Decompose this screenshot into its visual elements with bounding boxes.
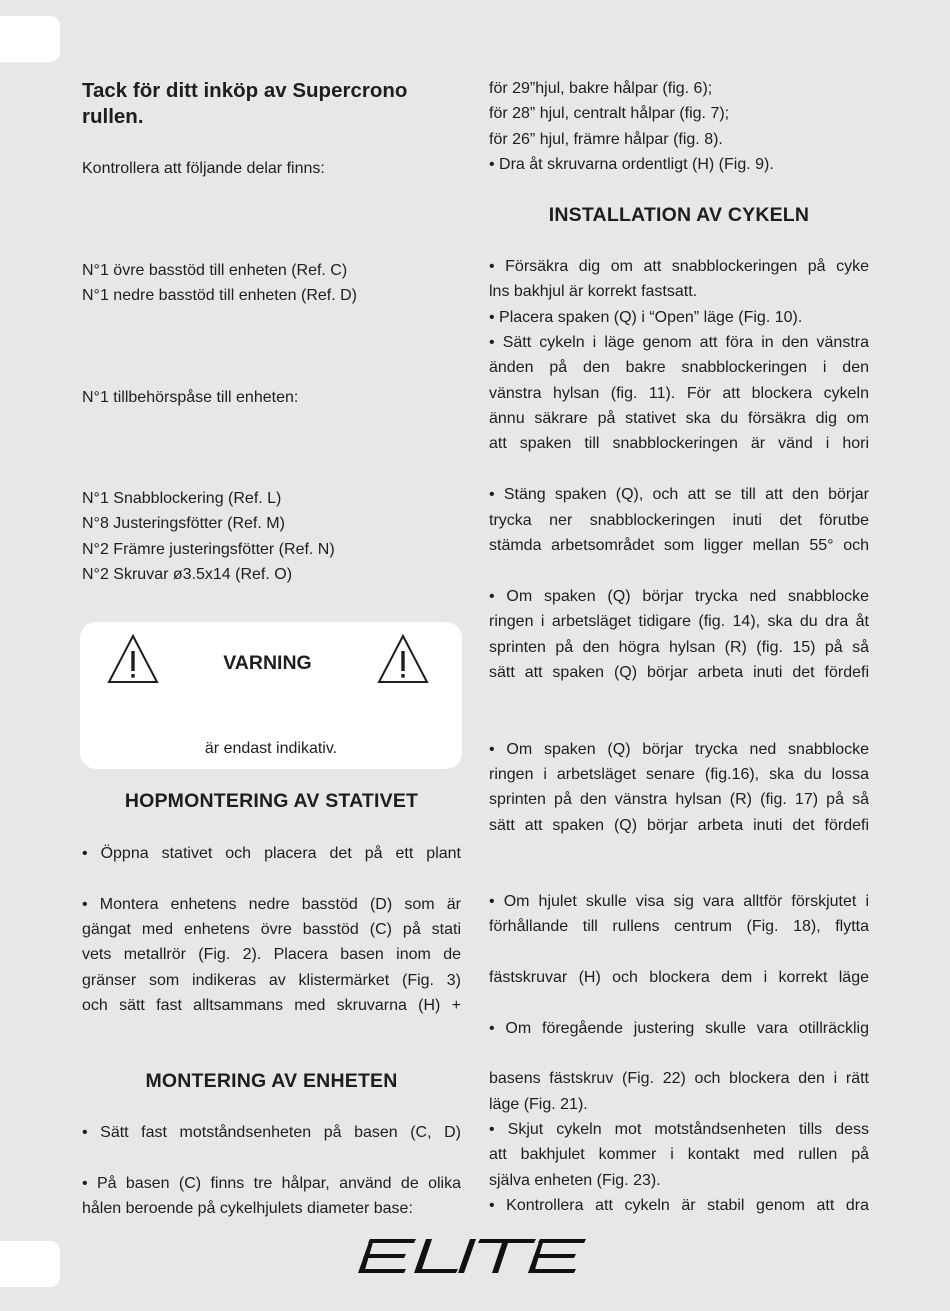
paragraph-line: • Skjut cykeln mot motståndsenheten tills dess — [489, 1121, 869, 1138]
paragraph-line: ringen i arbetsläget tidigare (fig. 14), ska du dra åt — [489, 613, 869, 630]
paragraph-line: läge (Fig. 21). — [489, 1096, 588, 1113]
paragraph-line: att spaken till snabblockeringen är vänd i hori — [489, 435, 869, 452]
part-item: N°8 Justeringsfötter (Ref. M) — [82, 515, 285, 532]
paragraph-line: • Öppna stativet och placera det på ett plant — [82, 845, 461, 862]
page-title-line: Tack för ditt inköp av Supercrono — [82, 79, 408, 102]
part-item: N°1 nedre basstöd till enheten (Ref. D) — [82, 287, 357, 304]
paragraph-line: • Stäng spaken (Q), och att se till att den börjar — [489, 486, 869, 503]
paragraph-line: gränser som indikeras av klistermärket (Fig. 3) — [82, 972, 461, 989]
section-heading-bike: INSTALLATION AV CYKELN — [548, 204, 810, 226]
paragraph-line: vets metallrör (Fig. 2). Placera basen inom de — [82, 946, 461, 963]
part-item: N°2 Främre justeringsfötter (Ref. N) — [82, 541, 335, 558]
paragraph-line: fästskruvar (H) och blockera dem i korrekt läge — [489, 969, 869, 986]
paragraph-line: • Sätt fast motståndsenheten på basen (C, D) — [82, 1124, 461, 1141]
paragraph-line: • Placera spaken (Q) i “Open” läge (Fig. 10). — [489, 309, 803, 326]
check-intro: Kontrollera att följande delar finns: — [82, 160, 325, 177]
section-heading-unit: MONTERING AV ENHETEN — [145, 1070, 398, 1092]
wheel-size-line: • Dra åt skruvarna ordentligt (H) (Fig. 9). — [489, 156, 774, 173]
paragraph-line: basens fästskruv (Fig. 22) och blockera den i rätt — [489, 1070, 869, 1087]
paragraph-line: • Om spaken (Q) börjar trycka ned snabblocke — [489, 741, 869, 758]
paragraph-line: stämda arbetsområdet som ligger mellan 55° och — [489, 537, 869, 554]
wheel-size-line: för 26” hjul, främre hålpar (fig. 8). — [489, 131, 723, 148]
paragraph-line: ringen i arbetsläget senare (fig.16), ska du lossa — [489, 766, 869, 783]
paragraph-line: vänstra hylsan (fig. 11). För att blockera cykeln — [489, 385, 869, 402]
paragraph-line: • Om spaken (Q) börjar trycka ned snabblocke — [489, 588, 869, 605]
paragraph-line: själva enheten (Fig. 23). — [489, 1172, 661, 1189]
page-title — [82, 78, 461, 130]
paragraph-line: sätt att spaken (Q) börjar arbeta inuti det fördefi — [489, 664, 869, 681]
paragraph-line: änden på den bakre snabblockeringen i den — [489, 359, 869, 376]
paragraph-line: gängat med enhetens övre basstöd (C) på stati — [82, 921, 461, 938]
warning-triangle-icon — [377, 634, 429, 684]
paragraph-line: • Försäkra dig om att snabblockeringen på cyke — [489, 258, 869, 275]
paragraph-line: • Montera enhetens nedre basstöd (D) som är — [82, 896, 461, 913]
page-title-line: rullen. — [82, 105, 144, 128]
elite-logo — [358, 1239, 586, 1273]
paragraph-line: sprinten på den högra hylsan (R) (fig. 15) på så — [489, 639, 869, 656]
part-item: N°1 övre basstöd till enheten (Ref. C) — [82, 262, 348, 279]
paragraph-line: att bakhjulet kommer i kontakt med rullen på — [489, 1146, 869, 1163]
paragraph-line: • Kontrollera att cykeln är stabil genom att dra — [489, 1197, 869, 1214]
page-corner-tab-top — [0, 16, 60, 62]
paragraph-line: sprinten på den vänstra hylsan (R) (fig. 17) på så — [489, 791, 869, 808]
paragraph-line: hålen beroende på cykelhjulets diameter base: — [82, 1200, 413, 1217]
wheel-size-line: för 28” hjul, centralt hålpar (fig. 7); — [489, 105, 730, 122]
warning-triangle-icon — [107, 634, 159, 684]
part-item: N°2 Skruvar ø3.5x14 (Ref. O) — [82, 566, 293, 583]
accessory-bag-label: N°1 tillbehörspåse till enheten: — [82, 389, 299, 406]
paragraph-line: ännu säkrare på stativet ska du försäkra dig om — [489, 410, 869, 427]
warning-title: VARNING — [223, 652, 312, 674]
warning-note: är endast indikativ. — [204, 740, 338, 757]
paragraph-line: och sätt fast alltsammans med skruvarna (H) + — [82, 997, 461, 1014]
section-heading-stand: HOPMONTERING AV STATIVET — [124, 790, 419, 812]
paragraph-line: trycka ner snabblockeringen inuti det förutbe — [489, 512, 869, 529]
page-corner-tab-bottom — [0, 1241, 60, 1287]
paragraph-line: • Sätt cykeln i läge genom att föra in den vänstra — [489, 334, 869, 351]
paragraph-line: • Om hjulet skulle visa sig vara alltför förskjutet i — [489, 893, 869, 910]
part-item: N°1 Snabblockering (Ref. L) — [82, 490, 282, 507]
paragraph-line: • Om föregående justering skulle vara otillräcklig — [489, 1020, 869, 1037]
paragraph-line: sätt att spaken (Q) börjar arbeta inuti det fördefi — [489, 817, 869, 834]
wheel-size-line: för 29”hjul, bakre hålpar (fig. 6); — [489, 80, 713, 97]
paragraph-line: förhållande till rullens centrum (Fig. 18), flytta — [489, 918, 869, 935]
paragraph-line: lns bakhjul är korrekt fastsatt. — [489, 283, 698, 300]
warning-box — [80, 622, 462, 769]
paragraph-line: • På basen (C) finns tre hålpar, använd de olika — [82, 1175, 461, 1192]
